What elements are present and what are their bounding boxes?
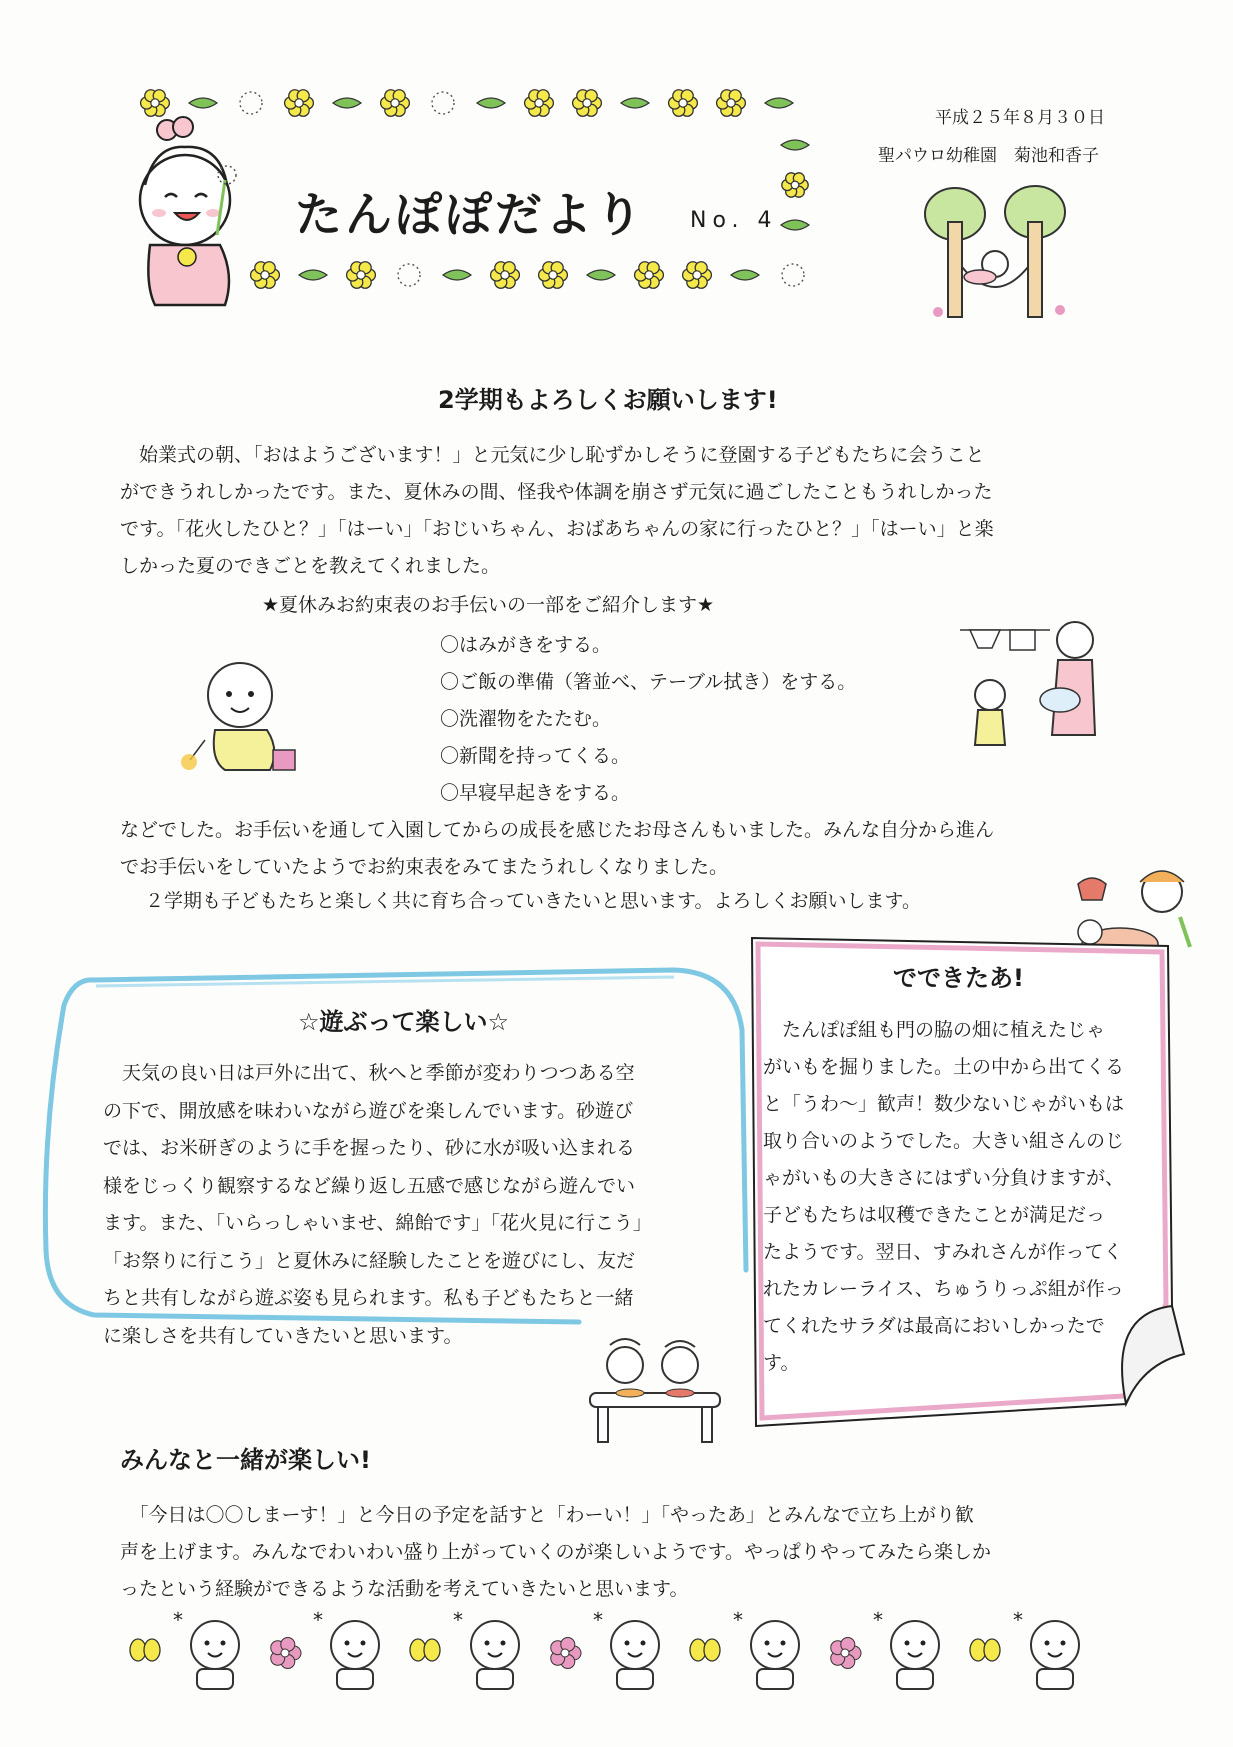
- child-face-icon: [1031, 1621, 1079, 1689]
- leaf-icon: [189, 98, 217, 108]
- leaf-icon: [477, 98, 505, 108]
- flower-icon: [525, 90, 554, 117]
- girl-illustration: [140, 117, 236, 305]
- sparkle-icon: *: [453, 1608, 463, 1632]
- leaf-icon: [781, 140, 809, 150]
- flower-icon: [683, 262, 712, 289]
- text-line: がいもを掘りました。土の中から出てくる: [763, 1056, 1125, 1078]
- greeting-closing: ２学期も子どもたちと楽しく共に育ち合っていきたいと思います。よろしくお願いします。: [145, 890, 921, 912]
- sparkle-icon: *: [1013, 1608, 1023, 1632]
- text-line: などでした。お手伝いを通して入園してからの成長を感じたお母さんもいました。みんな自分から進ん: [120, 819, 995, 841]
- child-face-icon: [471, 1621, 519, 1689]
- text-line: に楽しさを共有していきたいと思います。: [103, 1324, 463, 1347]
- leaf-icon: [587, 270, 615, 280]
- chore-item: 〇ご飯の準備（箸並べ、テーブル拭き）をする。: [440, 671, 857, 693]
- footer-children-border: [120, 1605, 1110, 1700]
- text-line: 様をじっくり観察するなど繰り返し五感で感じながら遊んでい: [103, 1174, 636, 1197]
- text-line: す。: [763, 1352, 800, 1374]
- text-line: 「お祭りに行こう」と夏休みに経験したことを遊びにし、友だ: [103, 1249, 636, 1272]
- butterfly-icon: [410, 1639, 440, 1661]
- butterfly-icon: [130, 1639, 160, 1661]
- text-line: てくれたサラダは最高においしかったで: [763, 1315, 1105, 1337]
- text-line: 「今日は〇〇しまーす！」と今日の予定を話すと「わーい！」「やったあ」とみんなで立ち上がり歓: [120, 1504, 975, 1526]
- sparkle-icon: *: [313, 1608, 323, 1632]
- greeting-outro-paragraph: [120, 812, 1120, 886]
- leaf-icon: [333, 98, 361, 108]
- child-face-icon: [891, 1621, 939, 1689]
- text-line: では、お米研ぎのように手を握ったり、砂に水が吸い込まれる: [103, 1137, 636, 1159]
- pink-flower-icon: [831, 1637, 861, 1668]
- chores-intro: ★夏休みお約束表のお手伝いの一部をご紹介します★: [262, 594, 715, 616]
- text-line: たようです。翌日、すみれさんが作ってく: [763, 1241, 1123, 1263]
- harvest-paragraph: [763, 1012, 1178, 1382]
- dandelion-puff-icon: [432, 92, 454, 114]
- issue-date: 平成２５年８月３０日: [935, 108, 1105, 128]
- chore-item: 〇はみがきをする。: [440, 634, 612, 656]
- laundry-mother-child-illustration: [960, 615, 1110, 765]
- child-face-icon: [191, 1621, 239, 1689]
- text-line: でお手伝いをしていたようでお約束表をみてまたうれしくなりました。: [120, 856, 729, 878]
- text-line: 取り合いのようでした。大きい組さんのじ: [763, 1130, 1125, 1152]
- text-line: たんぽぽ組も門の脇の畑に植えたじゃ: [763, 1019, 1106, 1041]
- flower-icon: [285, 90, 314, 117]
- chore-item: 〇早寝早起きをする。: [440, 782, 631, 804]
- leaf-icon: [621, 98, 649, 108]
- text-line: れたカレーライス、ちゅうりっぷ組が作っ: [763, 1278, 1124, 1300]
- text-line: と「うわ～」歓声！数少ないじゃがいもは: [763, 1093, 1125, 1115]
- greeting-heading: 2学期もよろしくお願いします!: [438, 386, 778, 414]
- text-line: 声を上げます。みんなでわいわい盛り上がっていくのが楽しいようです。やっぱりやってみたら楽しか: [120, 1541, 991, 1563]
- flower-icon: [669, 90, 698, 117]
- flower-icon: [347, 262, 376, 289]
- together-paragraph: [120, 1497, 1120, 1608]
- text-line: 始業式の朝、「おはようございます！」と元気に少し恥ずかしそうに登園する子どもたちに会うこと: [120, 444, 985, 466]
- leaf-icon: [731, 270, 759, 280]
- sparkle-icon: *: [873, 1608, 883, 1632]
- text-line: 天気の良い日は戸外に出て、秋へと季節が変わりつつある空: [103, 1062, 635, 1084]
- leaf-icon: [765, 98, 793, 108]
- play-heading: ☆遊ぶって楽しい☆: [298, 1008, 510, 1036]
- flower-icon: [717, 90, 746, 117]
- flower-icon: [782, 173, 808, 197]
- dandelion-puff-icon: [782, 264, 804, 286]
- child-face-icon: [751, 1621, 799, 1689]
- flower-icon: [141, 90, 170, 117]
- leaf-icon: [443, 270, 471, 280]
- text-line: です。「花火したひと？」「はーい」「おじいちゃん、おばあちゃんの家に行ったひと？」「はーい」と楽: [120, 518, 994, 540]
- together-heading: みんなと一緒が楽しい!: [120, 1446, 371, 1474]
- pink-flower-icon: [271, 1637, 301, 1668]
- pink-flower-icon: [551, 1637, 581, 1668]
- text-line: ができうれしかったです。また、夏休みの間、怪我や体調を崩さず元気に過ごしたこともうれしかった: [120, 481, 993, 503]
- text-line: ます。また、「いらっしゃいませ、綿飴です」「花火見に行こう」: [103, 1212, 652, 1234]
- text-line: の下で、開放感を味わいながら遊びを楽しんでいます。砂遊び: [103, 1099, 634, 1122]
- flower-icon: [573, 90, 602, 117]
- issue-number: No. 4: [690, 208, 778, 233]
- leaf-icon: [781, 220, 809, 230]
- text-line: 子どもたちは収穫できたことが満足だっ: [763, 1204, 1106, 1226]
- play-paragraph: [103, 1055, 733, 1355]
- children-eating-illustration: [580, 1335, 730, 1455]
- newsletter-title: たんぽぽだより: [295, 188, 645, 243]
- text-line: しかった夏のできごとを教えてくれました。: [120, 555, 501, 577]
- text-line: ちと共有しながら遊ぶ姿も見られます。私も子どもたちと一緒: [103, 1287, 634, 1309]
- flower-icon: [635, 262, 664, 289]
- leaf-icon: [299, 270, 327, 280]
- hammock-trees-illustration: [920, 182, 1070, 324]
- flower-icon: [381, 90, 410, 117]
- chore-list: [440, 627, 940, 812]
- dandelion-puff-icon: [398, 264, 420, 286]
- text-line: ゃがいもの大きさにはずい分負けますが、: [763, 1167, 1125, 1189]
- child-face-icon: [331, 1621, 379, 1689]
- butterfly-icon: [690, 1639, 720, 1661]
- harvest-heading: でできたあ!: [893, 964, 1024, 992]
- child-sparkler-illustration: [175, 650, 305, 780]
- chore-item: 〇洗濯物をたたむ。: [440, 708, 612, 730]
- dandelion-puff-icon: [240, 92, 262, 114]
- chore-item: 〇新聞を持ってくる。: [440, 745, 631, 767]
- child-face-icon: [611, 1621, 659, 1689]
- flower-icon: [251, 262, 280, 289]
- sparkle-icon: *: [733, 1608, 743, 1632]
- flower-icon: [539, 262, 568, 289]
- greeting-intro-paragraph: [120, 437, 1120, 585]
- text-line: ったという経験ができるような活動を考えていきたいと思います。: [120, 1578, 689, 1600]
- flower-icon: [491, 262, 520, 289]
- butterfly-icon: [970, 1639, 1000, 1661]
- sparkle-icon: *: [593, 1608, 603, 1632]
- issue-author: 聖パウロ幼稚園 菊池和香子: [878, 146, 1099, 166]
- sparkle-icon: *: [173, 1608, 183, 1632]
